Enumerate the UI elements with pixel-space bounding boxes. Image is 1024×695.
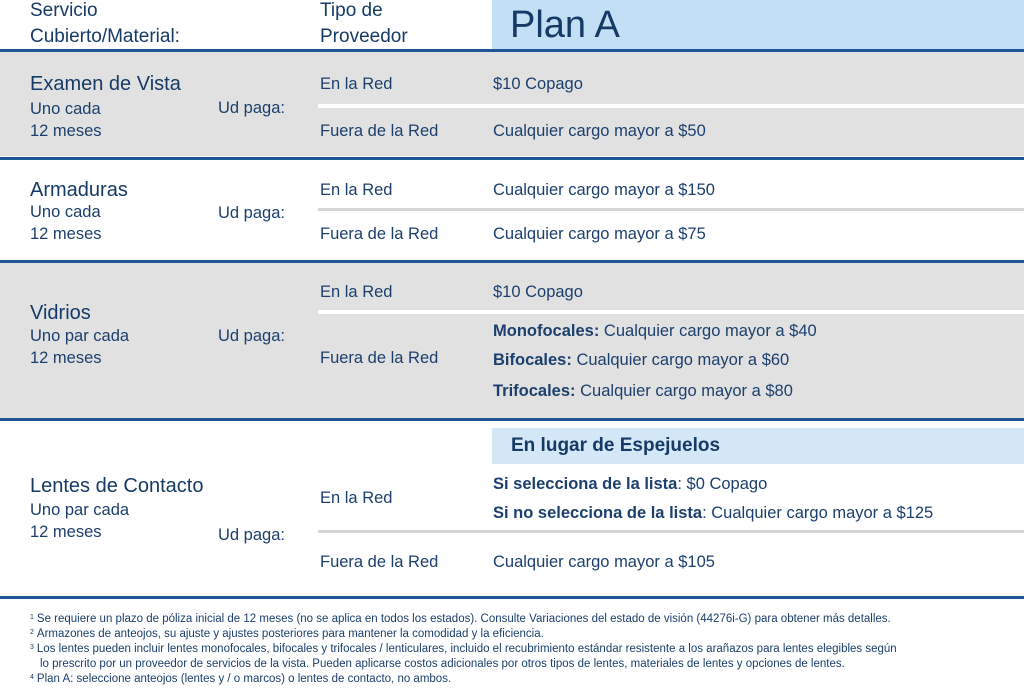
trifocal-value: Cualquier cargo mayor a $80 — [575, 382, 793, 400]
monofocal-value: Cualquier cargo mayor a $40 — [599, 322, 817, 340]
selected-label: Si selecciona de la lista — [493, 475, 678, 493]
lenses-you-pay: Ud paga: — [218, 327, 285, 345]
lenses-in-network-value: $10 Copago — [493, 283, 583, 301]
bifocal-value: Cualquier cargo mayor a $60 — [571, 351, 790, 369]
exam-in-network-value: $10 Copago — [493, 75, 583, 93]
lenses-frequency-line1: Uno par cada — [30, 327, 130, 345]
lenses-in-network: En la Red — [320, 283, 393, 301]
sub-divider — [318, 104, 1024, 108]
frames-out-network-value: Cualquier cargo mayor a $75 — [493, 225, 706, 243]
contacts-title: Lentes de Contacto — [30, 475, 204, 497]
lenses-trifocal — [493, 380, 793, 402]
lenses-monofocal — [493, 320, 817, 342]
trifocal-label: Trifocales: — [493, 382, 576, 400]
contacts-in-network: En la Red — [320, 489, 393, 507]
lenses-out-network: Fuera de la Red — [320, 349, 439, 367]
contacts-not-selected — [493, 502, 933, 524]
sub-divider — [318, 208, 1024, 211]
service-header-line2: Cubierto/Material: — [30, 26, 180, 47]
contacts-selected — [493, 473, 767, 495]
sub-divider — [318, 530, 1024, 533]
exam-out-network: Fuera de la Red — [320, 122, 439, 140]
in-lieu-title: En lugar de Espejuelos — [511, 435, 721, 456]
monofocal-label: Monofocales: — [493, 322, 600, 340]
footnote-number: 1 — [30, 614, 34, 621]
frames-you-pay: Ud paga: — [218, 204, 285, 222]
row-divider — [0, 49, 1024, 52]
contacts-frequency-line1: Uno par cada — [30, 501, 130, 519]
not-selected-value: : Cualquier cargo mayor a $125 — [702, 504, 934, 522]
footnote-number: 2 — [30, 629, 34, 636]
not-selected-label: Si no selecciona de la lista — [493, 504, 703, 522]
footnote-number: 4 — [30, 674, 34, 681]
contacts-you-pay: Ud paga: — [218, 526, 285, 544]
contacts-out-network: Fuera de la Red — [320, 553, 439, 571]
provider-header-line2: Proveedor — [320, 26, 408, 47]
exam-frequency-line2: 12 meses — [30, 122, 102, 140]
footnote-text: Los lentes pueden incluir lentes monofocales, bifocales y trifocales / lenticulares, incluido el recubrimiento estándar resistente a los arañazos para lentes elegibles según — [36, 643, 897, 655]
footnote — [30, 612, 891, 627]
frames-in-network-value: Cualquier cargo mayor a $150 — [493, 181, 715, 199]
row-divider — [0, 418, 1024, 421]
exam-title: Examen de Vista — [30, 73, 181, 95]
exam-out-network-value: Cualquier cargo mayor a $50 — [493, 122, 706, 140]
sub-divider — [318, 310, 1024, 314]
exam-frequency-line1: Uno cada — [30, 100, 101, 118]
frames-frequency-line1: Uno cada — [30, 203, 101, 221]
plan-title: Plan A — [510, 4, 620, 46]
selected-value: : $0 Copago — [677, 475, 768, 493]
footnote — [30, 627, 544, 642]
frames-frequency-line2: 12 meses — [30, 225, 102, 243]
lenses-frequency-line2: 12 meses — [30, 349, 102, 367]
footnote — [30, 672, 451, 687]
service-header-line1: Servicio — [30, 0, 98, 21]
footnote-text: Plan A: seleccione anteojos (lentes y / o marcos) o lentes de contacto, no ambos. — [36, 673, 452, 685]
footnote — [30, 642, 897, 657]
exam-you-pay: Ud paga: — [218, 99, 285, 117]
footnote-text: Se requiere un plazo de póliza inicial de 12 meses (no se aplica en todos los estados). Consulte Variaciones del estado de visión (44276i-G) para obtener más detalles. — [36, 613, 891, 625]
footnote-continuation — [40, 657, 845, 672]
row-divider — [0, 260, 1024, 263]
provider-header-line1: Tipo de — [320, 0, 383, 21]
frames-out-network: Fuera de la Red — [320, 225, 439, 243]
frames-in-network: En la Red — [320, 181, 393, 199]
contacts-frequency-line2: 12 meses — [30, 523, 102, 541]
footnote-text: Armazones de anteojos, su ajuste y ajustes posteriores para mantener la comodidad y la eficiencia. — [36, 628, 544, 640]
exam-in-network: En la Red — [320, 75, 393, 93]
row-divider — [0, 157, 1024, 160]
footnote-number: 3 — [30, 644, 34, 651]
row-divider — [0, 596, 1024, 599]
bifocal-label: Bifocales: — [493, 351, 572, 369]
footnote-text: lo prescrito por un proveedor de servicios de la vista. Pueden aplicarse costos adicionales por otros tipos de lentes, materiales de lentes y opciones de lentes. — [40, 658, 845, 670]
lenses-bifocal — [493, 349, 789, 371]
contacts-out-network-value: Cualquier cargo mayor a $105 — [493, 553, 715, 571]
frames-title: Armaduras — [30, 179, 128, 201]
lenses-title: Vidrios — [30, 302, 91, 324]
